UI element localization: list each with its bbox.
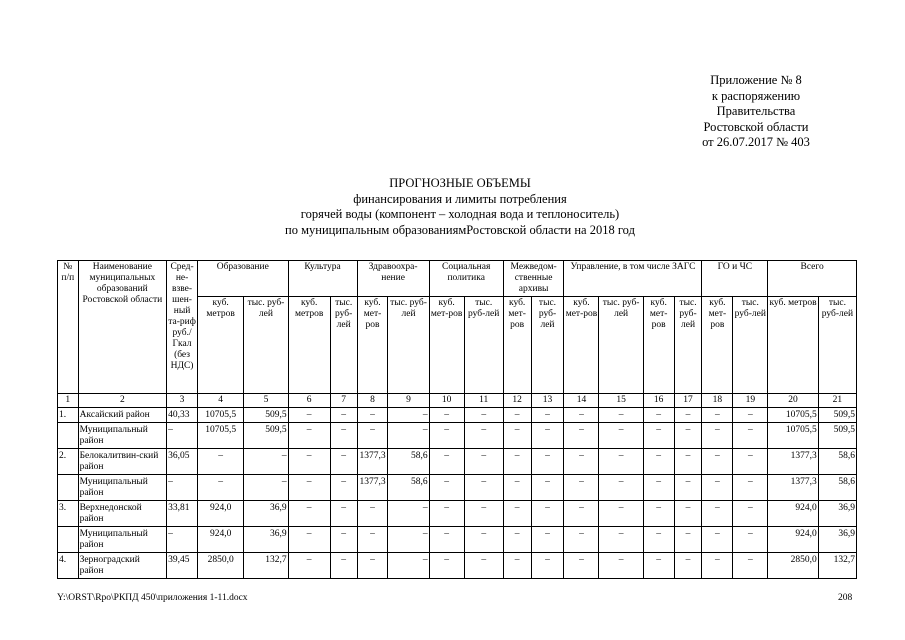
table-cell: – [564, 501, 599, 527]
municipality-name: Зерноградский район [78, 553, 167, 579]
table-cell: – [330, 501, 357, 527]
column-number: 20 [768, 394, 818, 408]
table-cell: 36,9 [244, 501, 288, 527]
table-cell: – [464, 408, 503, 423]
table-cell: – [288, 501, 330, 527]
column-number: 13 [531, 394, 564, 408]
table-cell: – [599, 475, 643, 501]
table-cell: 509,5 [818, 408, 856, 423]
table-cell: 40,33 [167, 408, 198, 423]
table-cell: – [643, 527, 674, 553]
table-cell: – [288, 408, 330, 423]
table-cell: – [733, 527, 768, 553]
table-cell: – [244, 475, 288, 501]
header-group-civil-defense: ГО и ЧС [702, 261, 768, 297]
table-cell: – [167, 423, 198, 449]
table-cell: – [429, 449, 464, 475]
table-row [58, 408, 857, 423]
table-cell: – [564, 408, 599, 423]
table-cell: – [288, 475, 330, 501]
table-cell: – [702, 527, 733, 553]
column-number: 14 [564, 394, 599, 408]
footer-file-path: Y:\ORST\Rpo\РКПД 450\приложения 1-11.docx [57, 593, 248, 603]
table-cell: – [464, 449, 503, 475]
table-cell: 1377,3 [357, 449, 388, 475]
column-number: 18 [702, 394, 733, 408]
table-cell: – [702, 501, 733, 527]
table-cell: – [599, 408, 643, 423]
table-cell: 2850,0 [197, 553, 243, 579]
column-number: 2 [78, 394, 167, 408]
table-cell: – [643, 501, 674, 527]
table-cell: – [288, 527, 330, 553]
table-row [58, 527, 857, 553]
table-cell: – [531, 423, 564, 449]
table-cell: – [599, 527, 643, 553]
table-cell: – [429, 501, 464, 527]
header-no: № п/п [58, 261, 79, 394]
table-cell: – [531, 475, 564, 501]
table-cell: – [503, 475, 531, 501]
municipality-name: Муниципальный район [78, 475, 167, 501]
header-unit: тыс. руб-лей [388, 297, 429, 394]
table-cell: – [674, 527, 702, 553]
header-unit: куб. метров [288, 297, 330, 394]
table-cell: 924,0 [768, 527, 818, 553]
column-number: 5 [244, 394, 288, 408]
table-cell: – [643, 553, 674, 579]
table-cell: 36,9 [244, 527, 288, 553]
header-unit: тыс. руб-лей [330, 297, 357, 394]
title-line: по муниципальным образованиямРостовской области на 2018 год [285, 222, 635, 237]
column-number: 12 [503, 394, 531, 408]
table-cell: – [429, 553, 464, 579]
table-cell: – [357, 527, 388, 553]
table-cell: 58,6 [388, 449, 429, 475]
header-tariff: Сред-не-взве-шен-ный та-риф руб./ Гкал (без НДС) [167, 261, 198, 394]
header-unit: тыс. руб-лей [733, 297, 768, 394]
table-cell: 924,0 [197, 527, 243, 553]
table-cell: 1377,3 [357, 475, 388, 501]
table-cell: – [429, 408, 464, 423]
table-row [58, 553, 857, 579]
table-cell: – [599, 501, 643, 527]
table-cell: – [357, 408, 388, 423]
header-unit: тыс. руб-лей [599, 297, 643, 394]
table-cell: – [330, 553, 357, 579]
column-number: 16 [643, 394, 674, 408]
table-cell: – [464, 475, 503, 501]
column-number: 8 [357, 394, 388, 408]
table-cell: – [330, 527, 357, 553]
column-number: 19 [733, 394, 768, 408]
table-cell: – [733, 553, 768, 579]
header-name: Наименование муниципальных образований Ростовской области [78, 261, 167, 394]
header-unit: тыс. руб-лей [674, 297, 702, 394]
column-number: 15 [599, 394, 643, 408]
municipality-name: Белокалитвин-ский район [78, 449, 167, 475]
table-cell: – [244, 449, 288, 475]
table-cell: – [388, 501, 429, 527]
table-cell: – [599, 449, 643, 475]
table-cell: – [599, 553, 643, 579]
table-cell: – [503, 553, 531, 579]
table-cell: 132,7 [818, 553, 856, 579]
column-number: 17 [674, 394, 702, 408]
table-cell: – [330, 475, 357, 501]
table-row [58, 449, 857, 475]
table-cell: – [464, 423, 503, 449]
table-cell: – [564, 449, 599, 475]
row-number: 2. [58, 449, 79, 475]
header-unit: куб. мет-ров [357, 297, 388, 394]
table-cell: – [531, 553, 564, 579]
header-unit: тыс. руб-лей [531, 297, 564, 394]
table-cell: – [330, 408, 357, 423]
header-unit: куб. мет-ров [429, 297, 464, 394]
table-cell: 10705,5 [768, 423, 818, 449]
table-cell: – [429, 527, 464, 553]
table-cell: – [674, 408, 702, 423]
appendix-line: Ростовской области [703, 119, 809, 134]
table-cell: 924,0 [197, 501, 243, 527]
table-cell: – [464, 553, 503, 579]
table-cell: 1377,3 [768, 475, 818, 501]
municipality-name: Муниципальный район [78, 423, 167, 449]
table-cell: – [388, 408, 429, 423]
column-number: 9 [388, 394, 429, 408]
table-cell: – [702, 475, 733, 501]
document-title [200, 176, 720, 238]
header-unit: куб. метров [768, 297, 818, 394]
title-line: финансирования и лимиты потребления [353, 191, 567, 206]
table-cell: – [167, 475, 198, 501]
table-cell: – [429, 423, 464, 449]
table-cell: – [288, 553, 330, 579]
row-number: 4. [58, 553, 79, 579]
header-group-archives: Межведом-ственные архивы [503, 261, 564, 297]
table-cell: 33,81 [167, 501, 198, 527]
table-cell: – [503, 408, 531, 423]
table-cell: – [564, 553, 599, 579]
table-cell: 2850,0 [768, 553, 818, 579]
table-cell: – [564, 527, 599, 553]
table-cell: 10705,5 [197, 423, 243, 449]
table-cell: – [388, 527, 429, 553]
table-cell: – [674, 423, 702, 449]
table-cell: – [564, 475, 599, 501]
table-cell: – [702, 408, 733, 423]
appendix-line: к распоряжению [711, 88, 801, 103]
table-cell: – [531, 501, 564, 527]
municipality-name: Муниципальный район [78, 527, 167, 553]
table-cell: 58,6 [818, 475, 856, 501]
table-cell: – [503, 501, 531, 527]
table-cell: – [357, 423, 388, 449]
header-group-total: Всего [768, 261, 857, 297]
row-number [58, 527, 79, 553]
header-unit: куб. мет-ров [643, 297, 674, 394]
table-cell: – [464, 501, 503, 527]
table-row [58, 423, 857, 449]
title-line: ПРОГНОЗНЫЕ ОБЪЕМЫ [389, 176, 531, 190]
column-number: 21 [818, 394, 856, 408]
table-cell: – [702, 553, 733, 579]
header-row-groups [58, 261, 857, 297]
header-unit: тыс. руб-лей [244, 297, 288, 394]
table-cell: 1377,3 [768, 449, 818, 475]
header-unit: куб. мет-ров [702, 297, 733, 394]
column-number: 10 [429, 394, 464, 408]
column-number: 4 [197, 394, 243, 408]
table-cell: – [674, 449, 702, 475]
column-numbers-row [58, 394, 857, 408]
footer-page-number: 208 [838, 593, 853, 603]
row-number [58, 423, 79, 449]
table-cell: – [464, 527, 503, 553]
table-cell: – [531, 408, 564, 423]
header-group-culture: Культура [288, 261, 357, 297]
table-cell: – [531, 527, 564, 553]
table-cell: – [643, 408, 674, 423]
appendix-line: Правительства [716, 104, 796, 118]
table-cell: 132,7 [244, 553, 288, 579]
table-cell: – [330, 449, 357, 475]
column-number: 6 [288, 394, 330, 408]
header-unit: тыс. руб-лей [464, 297, 503, 394]
volumes-table [57, 260, 857, 579]
table-cell: 36,05 [167, 449, 198, 475]
row-number: 3. [58, 501, 79, 527]
table-cell: – [674, 501, 702, 527]
appendix-block [676, 73, 836, 151]
table-cell: – [330, 423, 357, 449]
table-cell: – [643, 475, 674, 501]
table-cell: – [167, 527, 198, 553]
table-cell: 36,9 [818, 501, 856, 527]
column-number: 7 [330, 394, 357, 408]
table-cell: – [674, 553, 702, 579]
table-cell: – [643, 423, 674, 449]
table-cell: – [388, 553, 429, 579]
header-unit: куб. мет-ров [564, 297, 599, 394]
table-cell: – [503, 423, 531, 449]
column-number: 11 [464, 394, 503, 408]
header-group-management: Управление, в том числе ЗАГС [564, 261, 702, 297]
table-row [58, 475, 857, 501]
table-cell: 58,6 [818, 449, 856, 475]
header-group-education: Образование [197, 261, 288, 297]
table-cell: 509,5 [244, 408, 288, 423]
table-cell: – [674, 475, 702, 501]
table-cell: 10705,5 [768, 408, 818, 423]
table-cell: – [429, 475, 464, 501]
table-cell: – [197, 475, 243, 501]
table-cell: – [702, 449, 733, 475]
table-cell: – [357, 501, 388, 527]
column-number: 1 [58, 394, 79, 408]
row-number: 1. [58, 408, 79, 423]
table-cell: 36,9 [818, 527, 856, 553]
appendix-line: от 26.07.2017 № 403 [702, 135, 810, 149]
table-cell: – [503, 449, 531, 475]
table-cell: – [733, 449, 768, 475]
table-cell: – [288, 423, 330, 449]
table-cell: – [733, 408, 768, 423]
table-cell: – [531, 449, 564, 475]
table-cell: – [643, 449, 674, 475]
table-cell: – [288, 449, 330, 475]
header-unit: куб. мет-ров [503, 297, 531, 394]
table-cell: 39,45 [167, 553, 198, 579]
title-line: горячей воды (компонент – холодная вода и теплоноситель) [300, 207, 620, 221]
table-cell: 509,5 [818, 423, 856, 449]
table-cell: 10705,5 [197, 408, 243, 423]
municipality-name: Аксайский район [78, 408, 167, 423]
municipality-name: Верхнедонской район [78, 501, 167, 527]
table-cell: – [702, 423, 733, 449]
table-cell: 924,0 [768, 501, 818, 527]
table-cell: – [197, 449, 243, 475]
table-cell: 509,5 [244, 423, 288, 449]
table-cell: – [357, 553, 388, 579]
appendix-line: Приложение № 8 [710, 73, 802, 87]
header-group-health: Здравоохра-нение [357, 261, 429, 297]
table-row [58, 501, 857, 527]
column-number: 3 [167, 394, 198, 408]
table-cell: 58,6 [388, 475, 429, 501]
table-cell: – [503, 527, 531, 553]
header-group-social: Социальная политика [429, 261, 503, 297]
table-cell: – [733, 475, 768, 501]
header-unit: куб. метров [197, 297, 243, 394]
table-cell: – [599, 423, 643, 449]
table-cell: – [564, 423, 599, 449]
header-unit: тыс. руб-лей [818, 297, 856, 394]
table-cell: – [388, 423, 429, 449]
table-cell: – [733, 501, 768, 527]
table-cell: – [733, 423, 768, 449]
row-number [58, 475, 79, 501]
